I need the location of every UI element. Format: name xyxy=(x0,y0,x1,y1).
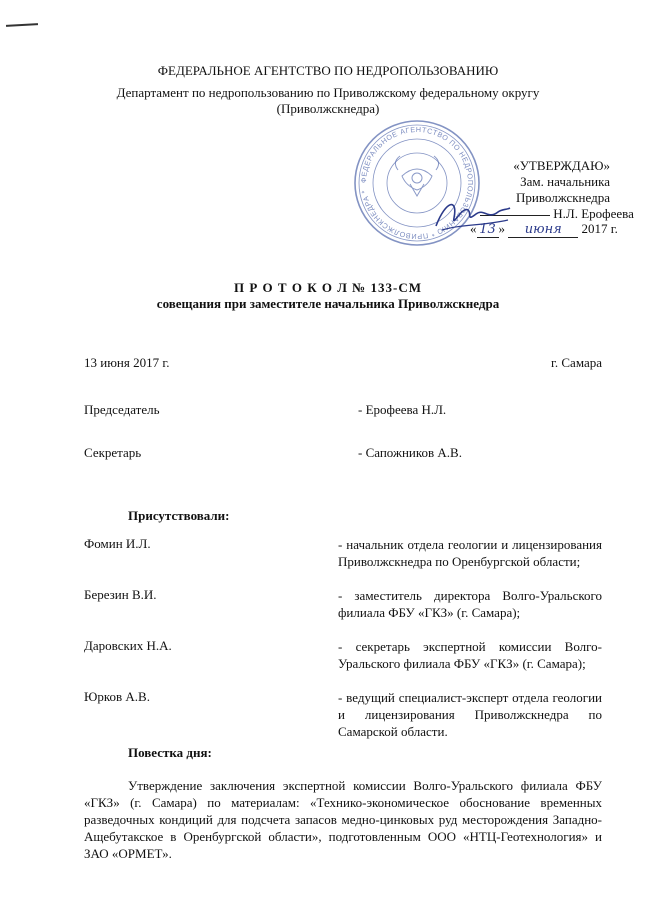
agenda-text: Утверждение заключения экспертной комиссии Волго-Уральского филиала ФБУ «ГКЗ» (г. Самара) по материалам: «Технико-экономическое обоснование временных разведочных кондиций для подсчета запасов медно-цинковых руд месторождения Западно-Ащебутакское в Оренбургской области», подготовленным ООО «НТЦ-Геотехнология» и ЗАО «ОРМЕТ». xyxy=(84,778,602,861)
department-line-1: Департамент по недропользованию по Приволжскому федеральному округу xyxy=(116,85,540,100)
attendee-name: Юрков А.В. xyxy=(84,689,150,704)
department-name xyxy=(0,85,656,117)
attendee-role: - начальник отдела геологии и лицензирования Приволжскнедра по Оренбургской области; xyxy=(338,537,602,569)
attendee-role: - заместитель директора Волго-Уральского филиала ФБУ «ГКЗ» (г. Самара); xyxy=(338,588,602,620)
approval-day: 13 xyxy=(477,222,499,238)
protocol-title: П Р О Т О К О Л № 133-СМ xyxy=(234,280,422,295)
corner-mark xyxy=(6,23,38,27)
approval-month: июня xyxy=(508,222,578,238)
secretary-label: Секретарь xyxy=(84,445,142,460)
attendee-role: - ведущий специалист-эксперт отдела геологии и лицензирования Приволжскнедра по Самарской области. xyxy=(338,690,602,739)
present-heading: Присутствовали: xyxy=(128,508,230,523)
agenda-heading: Повестка дня: xyxy=(128,745,212,760)
department-line-2: (Приволжскнедра) xyxy=(276,101,380,116)
approval-position: Зам. начальника xyxy=(520,174,610,189)
attendee-name: Фомин И.Л. xyxy=(84,536,151,551)
protocol-subtitle: совещания при заместителе начальника Приволжскнедра xyxy=(156,296,500,311)
chair-name: - Ерофеева Н.Л. xyxy=(358,402,447,417)
attendee-role: - секретарь экспертной комиссии Волго-Уральского филиала ФБУ «ГКЗ» (г. Самара); xyxy=(338,639,602,671)
approval-year: 2017 г. xyxy=(581,221,618,236)
approval-signatory-name: Н.Л. Ерофеева xyxy=(553,206,634,221)
secretary-name: - Сапожников А.В. xyxy=(358,445,462,460)
attendee-name: Даровских Н.А. xyxy=(84,638,172,653)
approval-date xyxy=(470,221,618,238)
chair-label: Председатель xyxy=(84,402,160,417)
approval-heading: «УТВЕРЖДАЮ» xyxy=(513,158,610,173)
approval-organization: Приволжскнедра xyxy=(516,190,610,205)
meeting-date: 13 июня 2017 г. xyxy=(84,355,170,370)
stamp-ring-text: ФЕДЕРАЛЬНОЕ АГЕНТСТВО ПО НЕДРОПОЛЬЗОВАНИЮ * ПРИВОЛЖСКНЕДРА * xyxy=(358,124,476,242)
agency-name: ФЕДЕРАЛЬНОЕ АГЕНТСТВО ПО НЕДРОПОЛЬЗОВАНИЮ xyxy=(157,63,499,78)
meeting-place: г. Самара xyxy=(551,355,602,370)
date-quote-open: « xyxy=(470,221,477,236)
attendee-name: Березин В.И. xyxy=(84,587,157,602)
date-quote-close: » xyxy=(498,221,505,236)
